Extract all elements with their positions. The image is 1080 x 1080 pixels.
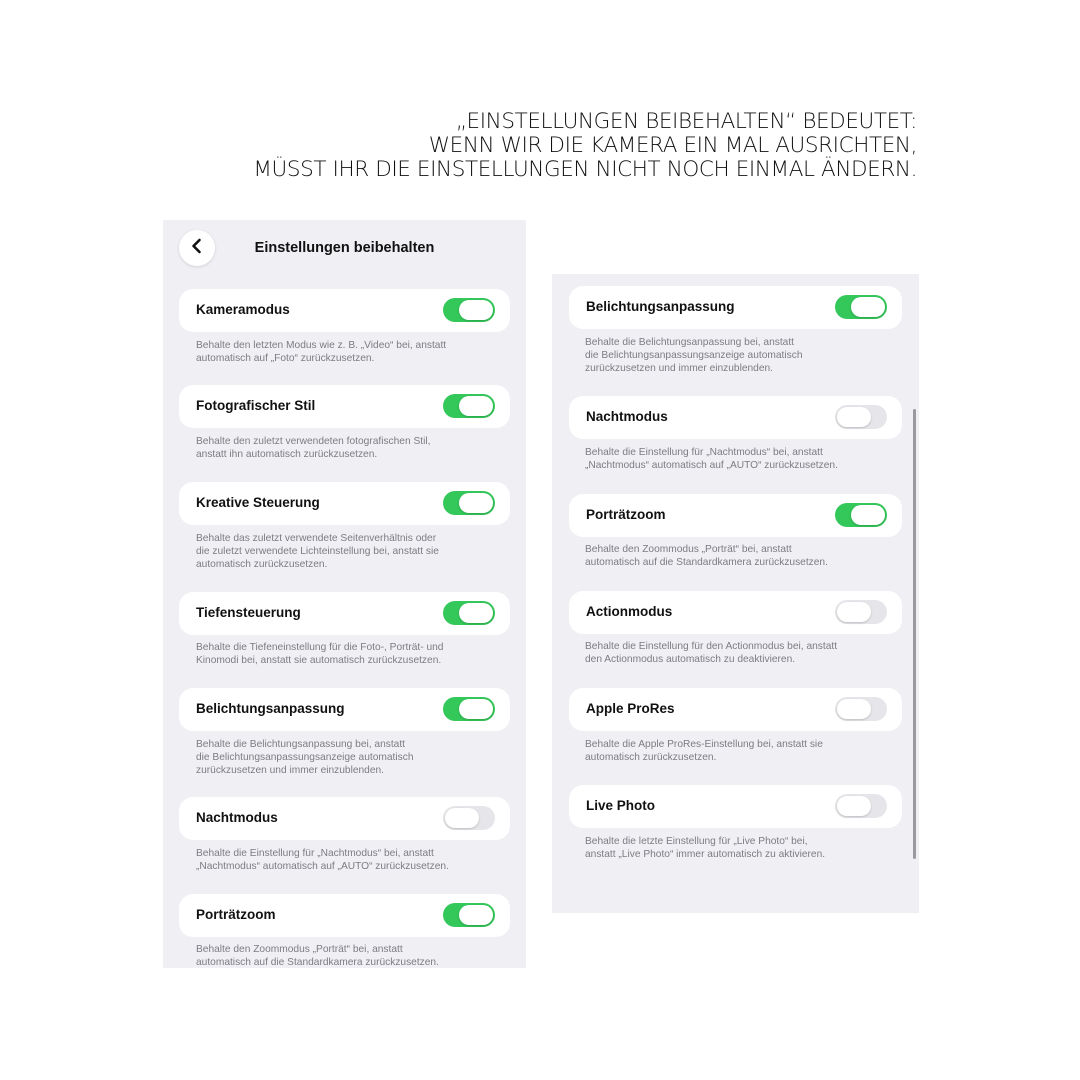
headline-line-1: „EINSTELLUNGEN BEIBEHALTEN“ BEDEUTET:	[455, 109, 917, 134]
setting-description: Behalte das zuletzt verwendete Seitenverhältnis oder die zuletzt verwendete Lichteinstellung bei, anstatt sie automatisch zurückzusetzen.	[196, 533, 439, 570]
setting-description: Behalte den zuletzt verwendeten fotografischen Stil, anstatt ihn automatisch zurückzusetzen.	[196, 436, 431, 460]
toggle-knob	[459, 300, 493, 320]
portraetzoom-toggle[interactable]	[835, 503, 887, 527]
toggle-knob	[459, 905, 493, 925]
setting-label: Tiefensteuerung	[196, 605, 301, 620]
belichtungsanpassung-toggle[interactable]	[443, 697, 495, 721]
setting-row-actionmodus	[569, 591, 902, 634]
setting-description: Behalte den letzten Modus wie z. B. „Video“ bei, anstatt automatisch auf „Foto“ zurückzusetzen.	[196, 340, 447, 364]
setting-description: Behalte die Belichtungsanpassung bei, anstatt die Belichtungsanpassungsanzeige automatisch zurückzusetzen und immer einzublenden.	[196, 739, 414, 776]
setting-label: Nachtmodus	[196, 810, 278, 825]
setting-description: Behalte die Belichtungsanpassung bei, anstatt die Belichtungsanpassungsanzeige automatisch zurückzusetzen und immer einzublenden.	[585, 337, 803, 374]
setting-row-portraetzoom	[179, 894, 510, 937]
setting-row-tiefensteuerung	[179, 592, 510, 635]
page-title: Einstellungen beibehalten	[254, 240, 435, 256]
headline-line-2: WENN WIR DIE KAMERA EIN MAL AUSRICHTEN,	[428, 133, 917, 158]
setting-description: Behalte die letzte Einstellung für „Live Photo“ bei, anstatt „Live Photo“ immer automatisch zu aktivieren.	[585, 836, 826, 860]
setting-row-belichtungsanpassung	[569, 286, 902, 329]
belichtungsanpassung-toggle[interactable]	[835, 295, 887, 319]
actionmodus-toggle[interactable]	[835, 600, 887, 624]
setting-description: Behalte den Zoommodus „Porträt“ bei, anstatt automatisch auf die Standardkamera zurückzusetzen.	[585, 544, 828, 568]
setting-label: Belichtungsanpassung	[586, 299, 735, 314]
setting-description: Behalte den Zoommodus „Porträt“ bei, anstatt automatisch auf die Standardkamera zurückzusetzen.	[196, 944, 439, 968]
setting-row-belichtungsanpassung	[179, 688, 510, 731]
setting-label: Porträtzoom	[586, 507, 666, 522]
setting-label: Actionmodus	[586, 604, 673, 619]
kreative-steuerung-toggle[interactable]	[443, 491, 495, 515]
toggle-knob	[459, 396, 493, 416]
setting-row-kreative-steuerung	[179, 482, 510, 525]
toggle-knob	[445, 808, 479, 828]
toggle-knob	[837, 699, 871, 719]
setting-label: Kameramodus	[196, 302, 290, 317]
toggle-knob	[837, 407, 871, 427]
toggle-knob	[837, 602, 871, 622]
headline	[117, 110, 917, 182]
setting-label: Nachtmodus	[586, 409, 668, 424]
setting-label: Kreative Steuerung	[196, 495, 320, 510]
toggle-knob	[459, 699, 493, 719]
headline-line-3: MÜSST IHR DIE EINSTELLUNGEN NICHT NOCH EINMAL ÄNDERN.	[253, 157, 917, 182]
toggle-knob	[459, 603, 493, 623]
setting-row-fotografischer-stil	[179, 385, 510, 428]
setting-row-live-photo	[569, 785, 902, 828]
toggle-knob	[459, 493, 493, 513]
setting-label: Belichtungsanpassung	[196, 701, 345, 716]
nachtmodus-toggle[interactable]	[443, 806, 495, 830]
tiefensteuerung-toggle[interactable]	[443, 601, 495, 625]
setting-row-portraetzoom	[569, 494, 902, 537]
kameramodus-toggle[interactable]	[443, 298, 495, 322]
apple-prores-toggle[interactable]	[835, 697, 887, 721]
setting-description: Behalte die Apple ProRes-Einstellung bei, anstatt sie automatisch zurückzusetzen.	[585, 739, 823, 763]
setting-row-apple-prores	[569, 688, 902, 731]
setting-description: Behalte die Einstellung für „Nachtmodus“ bei, anstatt „Nachtmodus“ automatisch auf „AUTO“ zurückzusetzen.	[585, 447, 838, 471]
setting-label: Live Photo	[586, 798, 656, 813]
portraetzoom-toggle[interactable]	[443, 903, 495, 927]
right-settings-screen	[552, 274, 919, 913]
setting-label: Apple ProRes	[586, 701, 675, 716]
setting-description: Behalte die Tiefeneinstellung für die Foto-, Porträt- und Kinomodi bei, anstatt sie automatisch zurückzusetzen.	[196, 642, 444, 666]
left-settings-screen	[163, 220, 526, 968]
setting-row-nachtmodus	[179, 797, 510, 840]
scrollbar[interactable]	[913, 409, 916, 859]
navigation-bar	[163, 220, 526, 276]
setting-label: Porträtzoom	[196, 907, 276, 922]
setting-row-kameramodus	[179, 289, 510, 332]
toggle-knob	[851, 297, 885, 317]
setting-description: Behalte die Einstellung für „Nachtmodus“ bei, anstatt „Nachtmodus“ automatisch auf „AUTO“ zurückzusetzen.	[196, 848, 449, 872]
nachtmodus-toggle[interactable]	[835, 405, 887, 429]
fotografischer-stil-toggle[interactable]	[443, 394, 495, 418]
setting-label: Fotografischer Stil	[196, 398, 316, 413]
live-photo-toggle[interactable]	[835, 794, 887, 818]
setting-row-nachtmodus	[569, 396, 902, 439]
toggle-knob	[837, 796, 871, 816]
toggle-knob	[851, 505, 885, 525]
setting-description: Behalte die Einstellung für den Actionmodus bei, anstatt den Actionmodus automatisch zu deaktivieren.	[585, 641, 838, 665]
